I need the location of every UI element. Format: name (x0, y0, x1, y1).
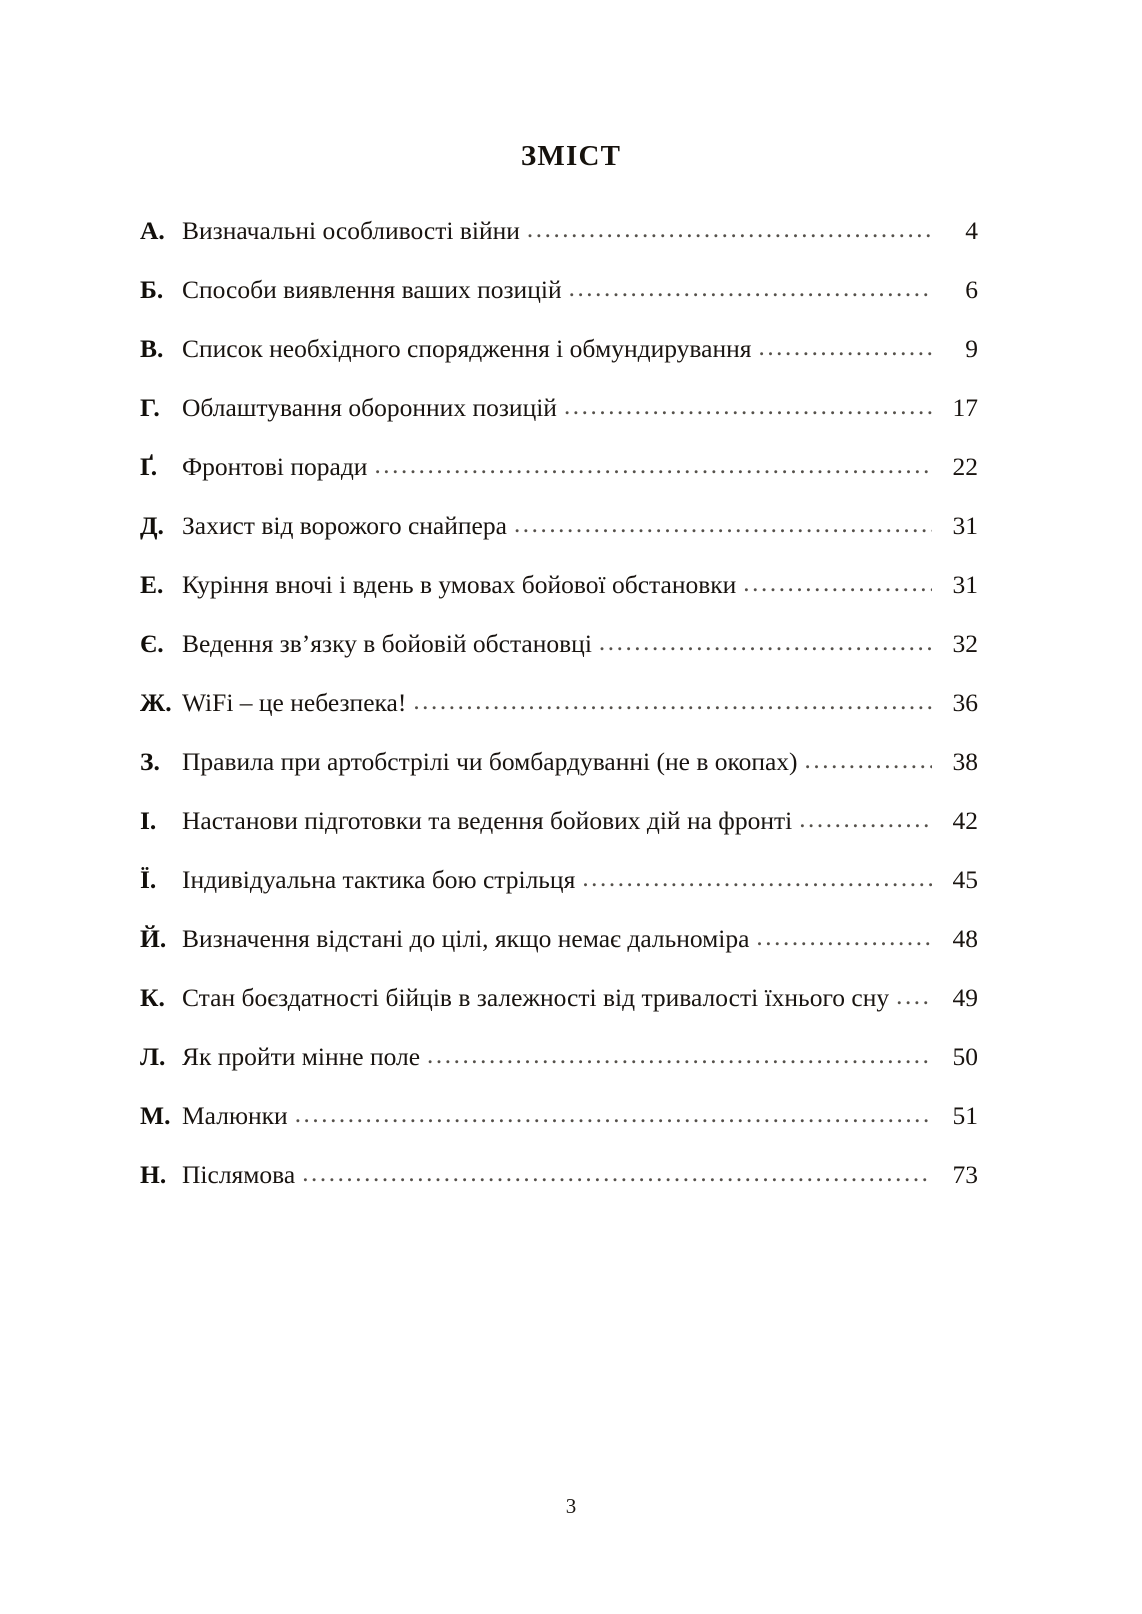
toc-entry-label: Післямова (182, 1160, 296, 1189)
toc-leader-dots (514, 506, 932, 544)
toc-entry-letter: Ж. (140, 688, 172, 717)
toc-entry-page-number: 38 (952, 747, 978, 776)
page-title: ЗМІСТ (520, 140, 622, 172)
toc-entry-letter: В. (140, 334, 164, 363)
toc-leader-dots (527, 211, 932, 249)
toc-entry-page-number: 48 (952, 924, 978, 953)
toc-leader-dots (799, 801, 932, 839)
toc-entry[interactable] (140, 330, 978, 389)
toc-leader-dots (582, 860, 932, 898)
toc-entry-letter: Ґ. (140, 452, 158, 481)
toc-entry-page-number: 9 (965, 334, 978, 363)
toc-entry-page-number: 31 (952, 570, 978, 599)
toc-entry[interactable] (140, 802, 978, 861)
toc-entry-page-number: 73 (952, 1160, 978, 1189)
toc-entry[interactable] (140, 625, 978, 684)
toc-entry-letter: Й. (140, 924, 167, 953)
toc-entry-label: Стан боєздатності бійців в залежності від тривалості їхнього сну (182, 983, 890, 1012)
toc-entry-label: Малюнки (182, 1101, 288, 1130)
toc-entry-label: Як пройти мінне поле (182, 1042, 421, 1071)
toc-entry-letter: Є. (140, 629, 164, 658)
toc-entry[interactable] (140, 861, 978, 920)
toc-entry[interactable] (140, 684, 978, 743)
toc-entry-page-number: 22 (952, 452, 978, 481)
toc-entry[interactable] (140, 566, 978, 625)
toc-entry[interactable] (140, 979, 978, 1038)
toc-leader-dots (758, 329, 932, 367)
toc-entry-page-number: 51 (952, 1101, 978, 1130)
toc-entry-letter: К. (140, 983, 165, 1012)
toc-leader-dots (743, 565, 932, 603)
toc-leader-dots (599, 624, 932, 662)
toc-entry-label: Куріння вночі і вдень в умовах бойової обстановки (182, 570, 737, 599)
toc-entry[interactable] (140, 507, 978, 566)
toc-entry-page-number: 32 (952, 629, 978, 658)
toc-leader-dots (295, 1096, 932, 1134)
toc-entry-page-number: 4 (965, 216, 978, 245)
toc-entry[interactable] (140, 1156, 978, 1215)
toc-entry-label: Фронтові поради (182, 452, 368, 481)
toc-leader-dots (374, 447, 932, 485)
toc-entry-letter: М. (140, 1101, 171, 1130)
toc-leader-dots (569, 270, 932, 308)
toc-entry-page-number: 6 (965, 275, 978, 304)
toc-leader-dots (427, 1037, 932, 1075)
toc-entry[interactable] (140, 448, 978, 507)
toc-entry-label: Захист від ворожого снайпера (182, 511, 507, 540)
toc-entry-page-number: 49 (952, 983, 978, 1012)
toc-entry[interactable] (140, 743, 978, 802)
toc-entry-page-number: 45 (952, 865, 978, 894)
toc-entry-letter: Д. (140, 511, 164, 540)
toc-entry[interactable] (140, 271, 978, 330)
toc-entry-letter: Ї. (140, 865, 157, 894)
toc-leader-dots (805, 742, 932, 780)
toc-entry-label: WiFi – це небезпека! (182, 688, 407, 717)
table-of-contents (140, 212, 978, 1215)
toc-entry[interactable] (140, 1038, 978, 1097)
toc-entry-page-number: 17 (952, 393, 978, 422)
page-number-folio: 3 (565, 1494, 577, 1518)
toc-entry-label: Визначення відстані до цілі, якщо немає дальноміра (182, 924, 750, 953)
toc-entry-label: Список необхідного спорядження і обмундирування (182, 334, 752, 363)
toc-entry-letter: Н. (140, 1160, 167, 1189)
toc-entry-page-number: 50 (952, 1042, 978, 1071)
toc-entry[interactable] (140, 1097, 978, 1156)
toc-entry-label: Способи виявлення ваших позицій (182, 275, 562, 304)
toc-entry[interactable] (140, 389, 978, 448)
toc-entry-letter: Е. (140, 570, 164, 599)
toc-entry-letter: А. (140, 216, 165, 245)
toc-entry[interactable] (140, 920, 978, 979)
toc-leader-dots (756, 919, 932, 957)
toc-leader-dots (413, 683, 932, 721)
toc-entry-letter: Г. (140, 393, 160, 422)
toc-entry-letter: Л. (140, 1042, 166, 1071)
toc-entry-label: Настанови підготовки та ведення бойових дій на фронті (182, 806, 793, 835)
toc-leader-dots (302, 1155, 932, 1193)
toc-entry-letter: І. (140, 806, 157, 835)
toc-entry-letter: Б. (140, 275, 164, 304)
toc-entry-label: Правила при артобстрілі чи бомбардуванні (не в окопах) (182, 747, 798, 776)
toc-entry-label: Індивідуальна тактика бою стрільця (182, 865, 576, 894)
toc-leader-dots (896, 978, 932, 1016)
toc-entry[interactable] (140, 212, 978, 271)
toc-entry-page-number: 42 (952, 806, 978, 835)
toc-entry-label: Визначальні особливості війни (182, 216, 520, 245)
toc-entry-letter: З. (140, 747, 160, 776)
toc-entry-label: Облаштування оборонних позицій (182, 393, 557, 422)
toc-entry-label: Ведення зв’язку в бойовій обстановці (182, 629, 592, 658)
toc-entry-page-number: 31 (952, 511, 978, 540)
toc-entry-page-number: 36 (952, 688, 978, 717)
toc-leader-dots (564, 388, 932, 426)
